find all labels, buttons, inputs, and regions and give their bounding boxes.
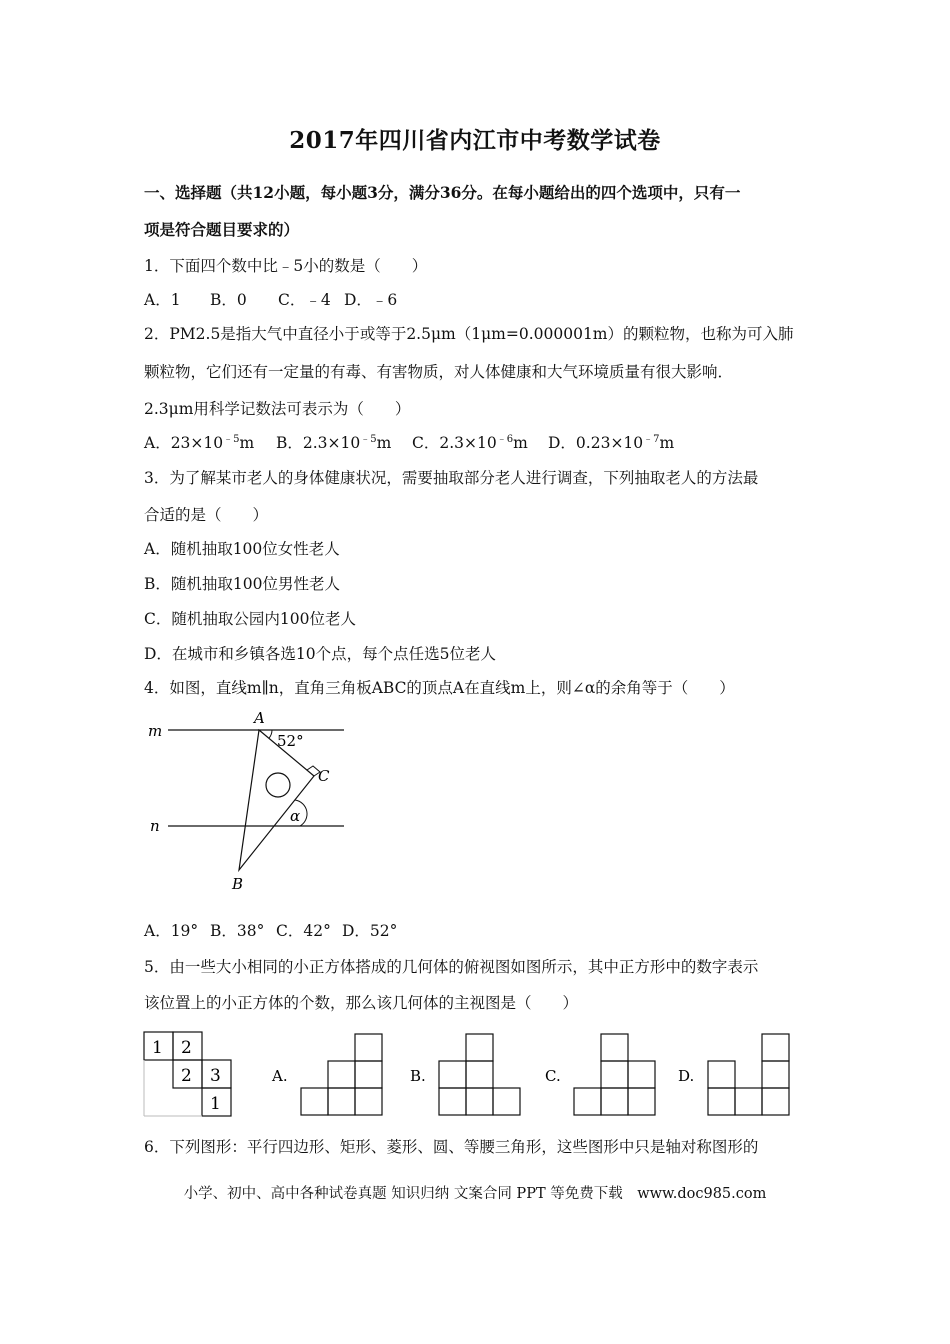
q1-stem: 1．下面四个数中比﹣5小的数是（ ） xyxy=(144,257,428,275)
choice-a-label: A. xyxy=(272,1067,288,1085)
section-heading-line-2: 项是符合题目要求的） xyxy=(144,220,300,239)
q1-option-d: D．﹣6 xyxy=(344,291,398,309)
q5-line-1: 5．由一些大小相同的小正方体搭成的几何体的俯视图如图所示，其中正方形中的数字表示 xyxy=(144,958,759,976)
q4-option-d: D．52° xyxy=(342,922,398,940)
q3-option-c: C．随机抽取公园内100位老人 xyxy=(144,610,356,628)
q2-options xyxy=(144,433,674,453)
q3-option-a: A．随机抽取100位女性老人 xyxy=(144,540,340,558)
label-c: C xyxy=(318,767,330,785)
q1-option-b: B．0 xyxy=(210,291,247,309)
q4-stem: 4．如图，直线m∥n，直角三角板ABC的顶点A在直线m上，则∠α的余角等于（ ） xyxy=(144,679,735,697)
q4-option-c: C．42° xyxy=(276,922,331,940)
label-angle-52: 52° xyxy=(277,732,304,750)
q2-option-d: D．$0.23\times 10^{﹣7}m$ xyxy=(548,433,675,452)
q2-line-1: 2．PM2.5是指大气中直径小于或等于2.5μm（1μm=0.000001m）的颗粒物，也称为可入肺 xyxy=(144,325,794,343)
q2-line-3: 2.3μm用科学记数法可表示为（ ） xyxy=(144,400,411,418)
q5-figures xyxy=(0,1025,950,1120)
q2-option-a: A．$23\times 10^{﹣5}m$ xyxy=(144,433,255,452)
label-m: m xyxy=(148,722,163,740)
q1-option-a: A．1 xyxy=(144,291,181,309)
label-b: B xyxy=(232,875,244,893)
top-view-number: 1 xyxy=(210,1094,221,1114)
q4-figure xyxy=(140,705,360,895)
top-view-number: 1 xyxy=(152,1038,163,1058)
angle-52-arc xyxy=(269,730,272,738)
label-a: A xyxy=(254,709,265,727)
page-footer: 小学、初中、高中各种试卷真题 知识归纳 文案合同 PPT 等免费下载 www.doc985.com xyxy=(183,1186,767,1202)
choice-d-label: D. xyxy=(678,1067,695,1085)
label-n: n xyxy=(150,817,160,835)
choice-b-label: B. xyxy=(410,1067,426,1085)
choice-a-front-view xyxy=(301,1034,382,1115)
q3-option-b: B．随机抽取100位男性老人 xyxy=(144,575,340,593)
triangle-hole xyxy=(266,773,290,797)
q4-option-b: B．38° xyxy=(210,922,265,940)
page-title: 2017年四川省内江市中考数学试卷 xyxy=(289,127,661,154)
q1-option-c: C．﹣4 xyxy=(278,291,331,309)
q4-option-a: A．19° xyxy=(144,922,199,940)
top-view-number: 3 xyxy=(210,1066,221,1086)
triangle-abc xyxy=(239,730,314,870)
label-alpha: α xyxy=(290,807,301,825)
q3-option-d: D．在城市和乡镇各选10个点，每个点任选5位老人 xyxy=(144,645,497,663)
top-view-number: 2 xyxy=(181,1066,192,1086)
q2-option-c: C．$2.3\times 10^{﹣6}m$ xyxy=(412,433,528,452)
top-view-number: 2 xyxy=(181,1038,192,1058)
q1-options xyxy=(144,290,397,310)
q2-line-2: 颗粒物，它们还有一定量的有毒、有害物质，对人体健康和大气环境质量有很大影响． xyxy=(144,363,734,381)
q2-option-b: B．$2.3\times 10^{﹣5}m$ xyxy=(276,433,392,452)
choice-c-front-view xyxy=(574,1034,655,1115)
choice-b-front-view xyxy=(439,1034,520,1115)
choice-c-label: C. xyxy=(545,1067,561,1085)
q4-options xyxy=(144,921,397,941)
q6-line-1: 6．下列图形：平行四边形、矩形、菱形、圆、等腰三角形，这些图形中只是轴对称图形的 xyxy=(144,1138,759,1156)
q5-line-2: 该位置上的小正方体的个数，那么该几何体的主视图是（ ） xyxy=(144,994,579,1012)
q3-line-1: 3．为了解某市老人的身体健康状况，需要抽取部分老人进行调查，下列抽取老人的方法最 xyxy=(144,469,759,487)
choice-d-front-view xyxy=(708,1034,789,1115)
q3-line-2: 合适的是（ ） xyxy=(144,506,269,524)
section-heading-line-1: 一、选择题（共12小题，每小题3分，满分36分。在每小题给出的四个选项中，只有一 xyxy=(144,183,741,202)
